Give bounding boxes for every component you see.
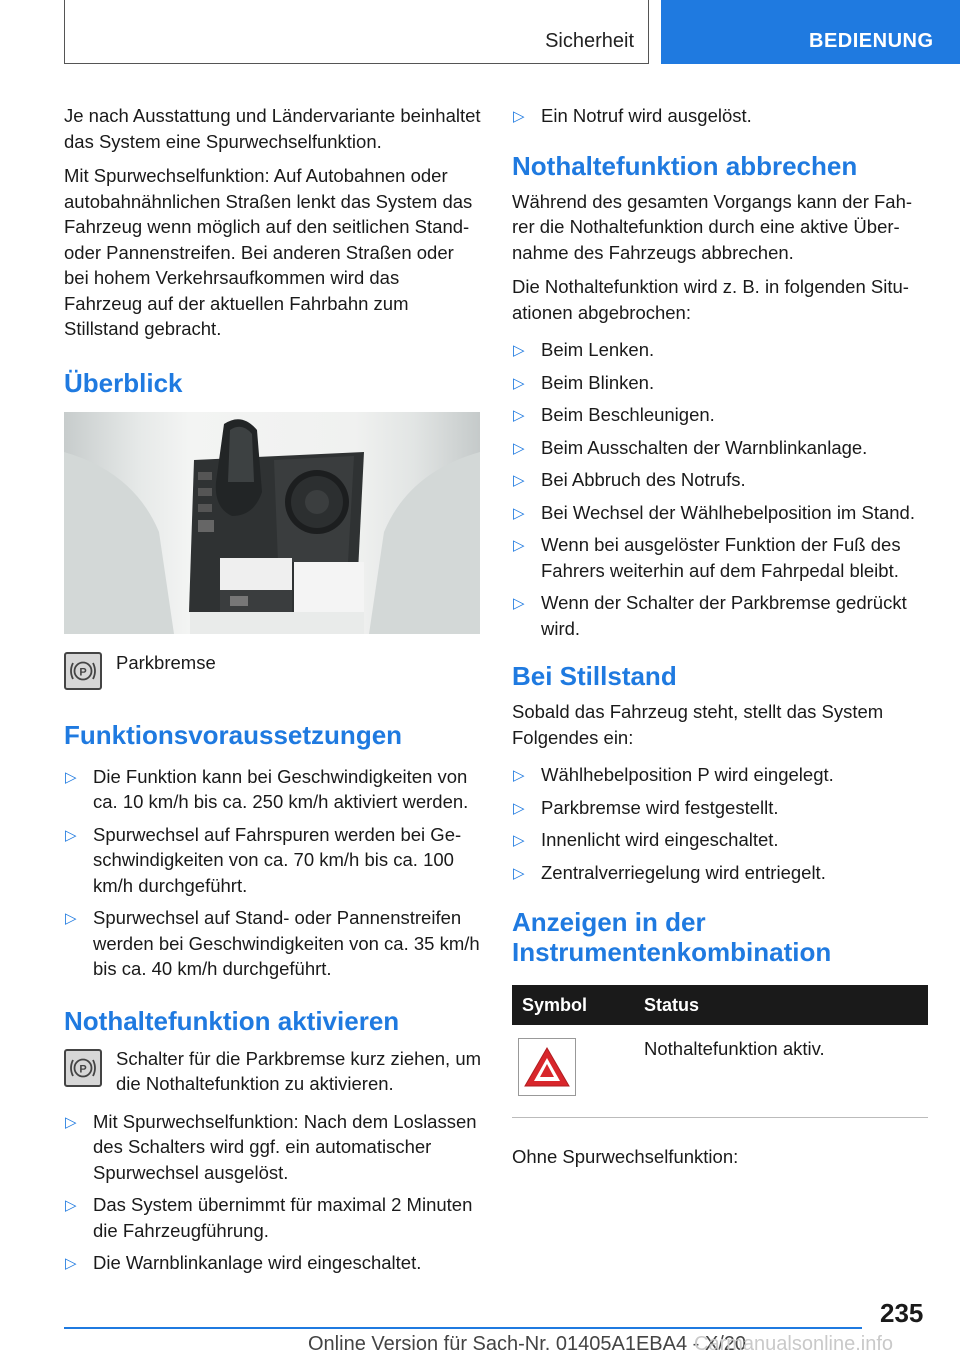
- bullet-triangle-icon: ▷: [513, 108, 525, 125]
- bullet-triangle-icon: ▷: [65, 826, 77, 844]
- list-item: ▷ Beim Blinken.: [512, 370, 928, 396]
- intro-paragraph-1: Je nach Ausstattung und Ländervariante beinhaltet das System eine Spurwechselfunktion.: [64, 105, 481, 152]
- standstill-list: [512, 762, 928, 885]
- list-item: ▷ Spurwechsel auf Stand- oder Pannenstreifen werden bei Geschwindigkeiten von ca. 35 km/h bis ca. 40 km/h durchgeführt.: [65, 907, 480, 979]
- bullet-triangle-icon: ▷: [65, 1113, 77, 1131]
- header-chapter-title: BEDIENUNG: [809, 30, 934, 52]
- list-item: ▷ Bei Wechsel der Wählhebelposition im Stand.: [512, 500, 928, 526]
- bullet-triangle-icon: ▷: [513, 595, 525, 612]
- activate-heading: Nothaltefunktion aktivieren: [64, 1005, 400, 1036]
- bullet-triangle-icon: ▷: [513, 407, 525, 424]
- cancel-heading: Nothaltefunktion abbrechen: [512, 150, 858, 181]
- left-column: [64, 103, 482, 1283]
- list-item: ▷ Wenn bei ausgelöster Funktion der Fuß des Fahrers weiterhin auf dem Fahrpedal bleibt.: [513, 534, 901, 581]
- list-item: ▷ Innenlicht wird eingeschaltet.: [512, 827, 928, 853]
- list-item: ▷ Beim Ausschalten der Warnblinkanlage.: [512, 435, 928, 461]
- bullet-triangle-icon: ▷: [513, 799, 525, 817]
- bullet-triangle-icon: ▷: [513, 504, 525, 522]
- bullet-triangle-icon: ▷: [513, 537, 525, 554]
- emergency-call-list: [512, 103, 928, 129]
- bullet-triangle-icon: ▷: [65, 1197, 77, 1214]
- header-section-title: Sicherheit: [545, 30, 634, 52]
- table-row: [512, 1025, 928, 1118]
- parking-brake-label: Parkbremse: [116, 651, 216, 673]
- list-item: ▷ Bei Abbruch des Notrufs.: [512, 467, 928, 493]
- bullet-triangle-icon: ▷: [513, 864, 525, 882]
- table-cell-symbol: [512, 1025, 634, 1118]
- warning-triangle-icon: [518, 1038, 576, 1096]
- table-header-row: [512, 985, 928, 1025]
- list-item: ▷ Mit Spurwechselfunktion: Nach dem Loslassen des Schalters wird ggf. ein automatischer Spurwechsel ausgelöst.: [65, 1110, 477, 1183]
- table-cell-status: Nothaltefunktion aktiv.: [634, 1025, 928, 1118]
- bullet-triangle-icon: ▷: [513, 342, 525, 359]
- overview-heading: Überblick: [64, 367, 183, 398]
- list-item: ▷ Wenn der Schalter der Parkbremse gedrückt wird.: [513, 592, 907, 639]
- center-console-photo: [64, 412, 480, 634]
- svg-text:P: P: [79, 666, 87, 678]
- list-item: ▷ Das System übernimmt für maximal 2 Minuten die Fahrzeugführung.: [65, 1194, 473, 1241]
- activate-text: Schalter für die Parkbremse kurz ziehen, um die Nothaltefunktion zu aktivieren.: [116, 1047, 482, 1094]
- without-lane-change-text: Ohne Spurwechselfunktion:: [512, 1146, 739, 1167]
- list-item: ▷ Die Funktion kann bei Geschwindigkeiten von ca. 10 km/h bis ca. 250 km/h aktiviert werden.: [65, 765, 469, 812]
- parking-brake-icon: [64, 652, 102, 690]
- cancel-paragraph-2: Die Nothaltefunktion wird z. B. in folgenden Situationen abgebrochen:: [512, 276, 909, 323]
- list-item: ▷ Parkbremse wird festgestellt.: [512, 795, 928, 821]
- cancel-paragraph-1: Während des gesamten Vorgangs kann der Fahrer die Nothaltefunktion durch eine aktive Übernahme des Fahrzeugs abbrechen.: [512, 190, 913, 263]
- list-item: ▷ Zentralverriegelung wird entriegelt.: [512, 860, 928, 886]
- parking-brake-legend: [64, 652, 482, 690]
- right-column: [512, 103, 928, 1179]
- standstill-heading: Bei Stillstand: [512, 661, 677, 691]
- bullet-triangle-icon: ▷: [65, 910, 77, 927]
- list-item: ▷ Beim Beschleunigen.: [512, 402, 928, 428]
- list-item: ▷ Wählhebelposition P wird eingelegt.: [512, 762, 928, 788]
- bullet-triangle-icon: ▷: [513, 767, 525, 784]
- list-item: ▷ Ein Notruf wird ausgelöst.: [512, 103, 928, 129]
- header-section-box: [64, 0, 649, 64]
- list-item: ▷ Beim Lenken.: [512, 337, 928, 363]
- bullet-triangle-icon: ▷: [513, 439, 525, 457]
- online-version-text: Online Version für Sach-Nr. 01405A1EBA4 - X/20: [308, 1333, 747, 1355]
- table-header-status: Status: [634, 985, 928, 1025]
- display-heading: Anzeigen in der Instrumentenkombination: [512, 907, 832, 967]
- prerequisites-heading: Funktionsvoraussetzungen: [64, 719, 403, 750]
- bullet-triangle-icon: ▷: [513, 374, 525, 392]
- standstill-paragraph: Sobald das Fahrzeug steht, stellt das System Folgendes ein:: [512, 701, 884, 748]
- list-item: ▷ Die Warnblinkanlage wird eingeschaltet.: [64, 1250, 482, 1276]
- activate-instruction: [64, 1046, 482, 1097]
- intro-paragraph-2: Mit Spurwechselfunktion: Auf Autobahnen oder autobahnähnlichen Straßen lenkt das System das Fahrzeug wenn möglich auf den seitlichen Stand- oder Pannenstreifen. Bei anderen Straßen oder bei hohem Verkehrsaufkommen wird das Fahrzeug auf der aktuellen Fahrbahn zum Stillstand gebracht.: [64, 165, 473, 339]
- watermark: Carmanualsonline.info: [694, 1333, 894, 1355]
- bullet-triangle-icon: ▷: [513, 472, 525, 489]
- bullet-triangle-icon: ▷: [65, 1255, 77, 1272]
- list-item: ▷ Spurwechsel auf Fahrspuren werden bei Geschwindigkeiten von ca. 70 km/h bis ca. 100 km/h durchgeführt.: [65, 823, 462, 896]
- page-number: 235: [880, 1298, 924, 1328]
- bullet-triangle-icon: ▷: [65, 768, 77, 786]
- bullet-triangle-icon: ▷: [513, 832, 525, 849]
- footer-divider: [64, 1327, 862, 1329]
- cancel-list: [512, 337, 928, 641]
- table-header-symbol: Symbol: [512, 985, 634, 1025]
- symbol-status-table: [512, 985, 928, 1118]
- activate-list: [64, 1109, 482, 1276]
- prerequisites-list: [64, 764, 482, 982]
- svg-text:P: P: [79, 1063, 87, 1075]
- header-chapter-tab: [661, 0, 960, 64]
- parking-brake-switch-icon: [64, 1049, 102, 1087]
